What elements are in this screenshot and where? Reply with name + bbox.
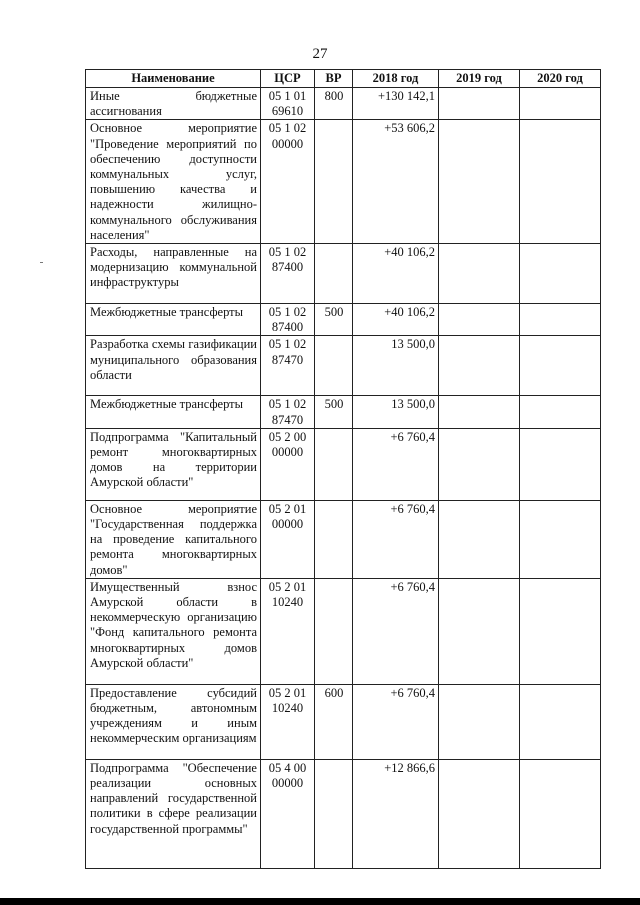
table-row	[86, 578, 601, 684]
row-2019-cell	[439, 88, 520, 120]
row-name-cell: Имущественный взнос Амурской области в некоммерческую организацию "Фонд капитального ремонта многоквартирных домов Амурской области"	[86, 578, 261, 684]
row-2019-cell	[439, 304, 520, 336]
row-csr-cell: 05 1 02 00000	[261, 120, 315, 244]
row-csr-cell: 05 2 01 00000	[261, 500, 315, 578]
table-row	[86, 88, 601, 120]
row-2020-cell	[520, 759, 601, 868]
row-2019-cell	[439, 120, 520, 244]
row-vr-cell: 800	[315, 88, 353, 120]
table-row	[86, 396, 601, 428]
row-2019-cell	[439, 684, 520, 759]
row-2020-cell	[520, 336, 601, 396]
table-row	[86, 120, 601, 244]
row-name-cell: Разработка схемы газификации муниципального образования области	[86, 336, 261, 396]
row-name-cell: Иные бюджетные ассигнования	[86, 88, 261, 120]
header-2018: 2018 год	[353, 70, 439, 88]
row-name-cell: Межбюджетные трансферты	[86, 396, 261, 428]
row-2018-cell: +6 760,4	[353, 428, 439, 500]
row-2020-cell	[520, 396, 601, 428]
header-2019: 2019 год	[439, 70, 520, 88]
row-2019-cell	[439, 759, 520, 868]
page-number: 27	[312, 46, 328, 62]
row-name-cell: Основное мероприятие "Государственная поддержка на проведение капитального ремонта многоквартирных домов"	[86, 500, 261, 578]
row-name-cell: Подпрограмма "Обеспечение реализации основных направлений государственной политики в сфере реализации государственной программы"	[86, 759, 261, 868]
header-vr: ВР	[315, 70, 353, 88]
scan-artifact	[40, 262, 43, 263]
row-csr-cell: 05 1 02 87400	[261, 244, 315, 304]
table-row	[86, 428, 601, 500]
table-row	[86, 304, 601, 336]
row-2018-cell: +6 760,4	[353, 500, 439, 578]
row-name-cell: Расходы, направленные на модернизацию коммунальной инфраструктуры	[86, 244, 261, 304]
row-csr-cell: 05 4 00 00000	[261, 759, 315, 868]
row-2019-cell	[439, 428, 520, 500]
row-csr-cell: 05 1 02 87470	[261, 396, 315, 428]
table-row	[86, 244, 601, 304]
row-vr-cell	[315, 336, 353, 396]
row-2020-cell	[520, 120, 601, 244]
header-name: Наименование	[86, 70, 261, 88]
table-row	[86, 759, 601, 868]
row-2020-cell	[520, 578, 601, 684]
header-csr: ЦСР	[261, 70, 315, 88]
row-csr-cell: 05 1 02 87400	[261, 304, 315, 336]
row-csr-cell: 05 1 01 69610	[261, 88, 315, 120]
row-name-cell: Предоставление субсидий бюджетным, автономным учреждениям и иным некоммерческим организациям	[86, 684, 261, 759]
row-vr-cell	[315, 428, 353, 500]
row-2018-cell: +40 106,2	[353, 244, 439, 304]
budget-table	[85, 69, 601, 869]
row-2020-cell	[520, 684, 601, 759]
header-2020: 2020 год	[520, 70, 601, 88]
row-2019-cell	[439, 578, 520, 684]
table-row	[86, 336, 601, 396]
row-vr-cell: 500	[315, 396, 353, 428]
row-vr-cell	[315, 120, 353, 244]
table-row	[86, 684, 601, 759]
row-2020-cell	[520, 500, 601, 578]
row-csr-cell: 05 2 01 10240	[261, 578, 315, 684]
row-2020-cell	[520, 304, 601, 336]
row-vr-cell: 600	[315, 684, 353, 759]
row-name-cell: Основное мероприятие "Проведение мероприятий по обеспечению доступности коммунальных услуг, повышению качества и надежности жилищно-коммунального обслуживания населения"	[86, 120, 261, 244]
row-vr-cell	[315, 759, 353, 868]
row-2019-cell	[439, 500, 520, 578]
row-2018-cell: +6 760,4	[353, 684, 439, 759]
row-2018-cell: +6 760,4	[353, 578, 439, 684]
row-vr-cell	[315, 244, 353, 304]
row-csr-cell: 05 2 01 10240	[261, 684, 315, 759]
scan-bottom-border	[0, 898, 640, 905]
row-name-cell: Межбюджетные трансферты	[86, 304, 261, 336]
row-2018-cell: +40 106,2	[353, 304, 439, 336]
row-2018-cell: +130 142,1	[353, 88, 439, 120]
row-2020-cell	[520, 428, 601, 500]
row-vr-cell: 500	[315, 304, 353, 336]
row-2018-cell: +12 866,6	[353, 759, 439, 868]
row-2019-cell	[439, 396, 520, 428]
row-2018-cell: +53 606,2	[353, 120, 439, 244]
table-header-row	[86, 70, 601, 88]
row-2018-cell: 13 500,0	[353, 336, 439, 396]
row-2018-cell: 13 500,0	[353, 396, 439, 428]
row-csr-cell: 05 1 02 87470	[261, 336, 315, 396]
table-row	[86, 500, 601, 578]
row-name-cell: Подпрограмма "Капитальный ремонт многоквартирных домов на территории Амурской области"	[86, 428, 261, 500]
row-2020-cell	[520, 244, 601, 304]
row-2020-cell	[520, 88, 601, 120]
row-2019-cell	[439, 244, 520, 304]
row-2019-cell	[439, 336, 520, 396]
row-vr-cell	[315, 578, 353, 684]
row-csr-cell: 05 2 00 00000	[261, 428, 315, 500]
row-vr-cell	[315, 500, 353, 578]
